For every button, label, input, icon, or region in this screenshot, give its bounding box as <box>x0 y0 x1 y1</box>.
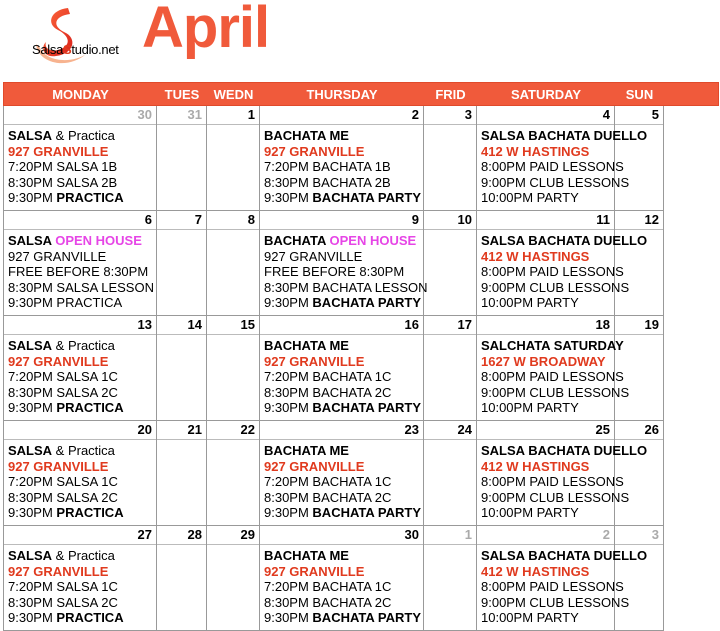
day-cell-tuesday[interactable] <box>157 106 207 211</box>
date-number: 1 <box>207 106 259 125</box>
event-line: 8:30PM SALSA 2B <box>8 174 118 190</box>
day-cell-wednesday[interactable] <box>207 421 260 526</box>
event-title: SALSA & Practica <box>8 548 115 563</box>
salsastudio-logo[interactable] <box>28 4 138 70</box>
date-number: 18 <box>477 316 614 335</box>
date-number: 10 <box>424 211 476 230</box>
event-line: 9:30PM BACHATA PARTY <box>264 295 421 311</box>
day-cell-wednesday[interactable] <box>207 526 260 631</box>
event-line: 10:00PM PARTY <box>481 295 579 311</box>
event-title: BACHATA ME <box>264 548 349 563</box>
date-number: 30 <box>4 106 156 125</box>
date-number: 28 <box>157 526 206 545</box>
day-cell-saturday[interactable] <box>477 526 648 631</box>
date-number: 16 <box>260 316 423 335</box>
day-cell-sunday[interactable] <box>615 106 664 211</box>
event-line: 9:00PM CLUB LESSONS <box>481 279 630 295</box>
date-number: 19 <box>615 316 663 335</box>
event-title: SALSA BACHATA DUELLO <box>481 128 648 143</box>
date-number: 31 <box>157 106 206 125</box>
event-title: SALSA OPEN HOUSE <box>8 233 142 248</box>
event-address: 1627 W BROADWAY <box>481 353 606 369</box>
event-line: 8:30PM BACHATA 2B <box>264 174 391 190</box>
event-line: 9:30PM PRACTICA <box>8 190 124 206</box>
date-number: 8 <box>207 211 259 230</box>
event-line: 10:00PM PARTY <box>481 400 579 416</box>
day-cell-monday[interactable] <box>4 211 157 316</box>
day-cell-tuesday[interactable] <box>157 421 207 526</box>
event-address: 927 GRANVILLE <box>264 458 365 474</box>
event-line: 8:00PM PAID LESSONS <box>481 579 624 595</box>
day-cell-friday[interactable] <box>424 526 477 631</box>
event-address: 927 GRANVILLE <box>264 143 365 159</box>
event-title: SALSA & Practica <box>8 338 115 353</box>
event-line: 9:30PM BACHATA PARTY <box>264 610 421 626</box>
date-number: 21 <box>157 421 206 440</box>
event-address: 412 W HASTINGS <box>481 458 590 474</box>
month-title: April <box>142 0 270 60</box>
event-line: 9:30PM BACHATA PARTY <box>264 190 421 206</box>
date-number: 12 <box>615 211 663 230</box>
event-line: 8:00PM PAID LESSONS <box>481 474 624 490</box>
event-address: 927 GRANVILLE <box>264 248 363 264</box>
event-address: 412 W HASTINGS <box>481 563 590 579</box>
event-title: BACHATA ME <box>264 443 349 458</box>
date-number: 30 <box>260 526 423 545</box>
event-line: 8:30PM BACHATA 2C <box>264 384 392 400</box>
event-line: 9:30PM PRACTICA <box>8 295 123 311</box>
day-cell-monday[interactable] <box>4 421 157 526</box>
day-cell-thursday[interactable] <box>260 316 424 421</box>
event-line: 8:30PM SALSA 2C <box>8 384 118 400</box>
event-line: 9:30PM BACHATA PARTY <box>264 505 421 521</box>
date-number: 6 <box>4 211 156 230</box>
event-address: 927 GRANVILLE <box>8 143 109 159</box>
date-number: 29 <box>207 526 259 545</box>
date-number: 26 <box>615 421 663 440</box>
day-cell-thursday[interactable] <box>260 211 428 316</box>
event-title: SALCHATA SATURDAY <box>481 338 624 353</box>
calendar <box>3 82 719 631</box>
event-line: 9:30PM BACHATA PARTY <box>264 400 421 416</box>
event-line: 8:00PM PAID LESSONS <box>481 159 624 175</box>
date-number: 7 <box>157 211 206 230</box>
day-cell-monday[interactable] <box>4 106 157 211</box>
day-cell-sunday[interactable] <box>615 316 664 421</box>
weekday-sunday: SUN <box>625 87 654 102</box>
date-number: 2 <box>260 106 423 125</box>
event-line: 8:00PM PAID LESSONS <box>481 369 624 385</box>
date-number: 22 <box>207 421 259 440</box>
date-number: 17 <box>424 316 476 335</box>
date-number: 25 <box>477 421 614 440</box>
event-line: 7:20PM SALSA 1C <box>8 474 118 490</box>
date-number: 23 <box>260 421 423 440</box>
date-number: 2 <box>477 526 614 545</box>
day-cell-friday[interactable] <box>424 211 477 316</box>
event-line: 7:20PM BACHATA 1C <box>264 369 392 385</box>
event-title: SALSA BACHATA DUELLO <box>481 548 648 563</box>
date-number: 27 <box>4 526 156 545</box>
event-line: 8:30PM SALSA 2C <box>8 594 118 610</box>
day-cell-monday[interactable] <box>4 526 157 631</box>
event-line: 7:20PM BACHATA 1B <box>264 159 391 175</box>
event-line: 9:30PM PRACTICA <box>8 610 124 626</box>
weekday-wednesday: WEDN <box>213 87 254 102</box>
event-line: 7:20PM BACHATA 1C <box>264 474 392 490</box>
event-title: BACHATA OPEN HOUSE <box>264 233 417 248</box>
week-row <box>3 421 719 526</box>
event-line: 8:30PM BACHATA 2C <box>264 489 392 505</box>
weekday-thursday: THURSDAY <box>306 87 378 102</box>
event-address: 412 W HASTINGS <box>481 143 590 159</box>
weekday-friday: FRID <box>435 87 466 102</box>
day-cell-friday[interactable] <box>424 106 477 211</box>
event-line: 9:30PM PRACTICA <box>8 505 124 521</box>
event-line: 10:00PM PARTY <box>481 610 579 626</box>
event-line: 7:20PM BACHATA 1C <box>264 579 392 595</box>
date-number: 13 <box>4 316 156 335</box>
event-line: 10:00PM PARTY <box>481 505 579 521</box>
day-cell-thursday[interactable] <box>260 526 424 631</box>
date-number: 15 <box>207 316 259 335</box>
week-row <box>3 526 719 631</box>
day-cell-wednesday[interactable] <box>207 316 260 421</box>
logo-text: SalsaStudio.net <box>32 42 119 57</box>
day-cell-sunday[interactable] <box>615 421 664 526</box>
day-cell-tuesday[interactable] <box>157 211 207 316</box>
week-row <box>3 316 719 421</box>
date-number: 3 <box>424 106 476 125</box>
event-address: 412 W HASTINGS <box>481 248 590 264</box>
date-number: 3 <box>615 526 663 545</box>
event-title: SALSA BACHATA DUELLO <box>481 233 648 248</box>
date-number: 11 <box>477 211 614 230</box>
event-line: 9:00PM CLUB LESSONS <box>481 174 630 190</box>
date-number: 9 <box>260 211 423 230</box>
event-line: 7:20PM SALSA 1C <box>8 369 118 385</box>
event-line: FREE BEFORE 8:30PM <box>8 264 149 280</box>
event-line: 9:30PM PRACTICA <box>8 400 124 416</box>
event-title: BACHATA ME <box>264 128 349 143</box>
day-cell-monday[interactable] <box>4 316 157 421</box>
event-line: 8:30PM SALSA LESSON <box>8 279 154 295</box>
day-cell-friday[interactable] <box>424 421 477 526</box>
day-cell-sunday[interactable] <box>615 211 664 316</box>
weekday-monday: MONDAY <box>52 87 109 102</box>
day-cell-tuesday[interactable] <box>157 526 207 631</box>
day-cell-tuesday[interactable] <box>157 316 207 421</box>
week-row <box>3 211 719 316</box>
weekday-tuesday: TUES <box>164 87 200 102</box>
event-title: BACHATA ME <box>264 338 349 353</box>
event-line: 10:00PM PARTY <box>481 190 579 206</box>
date-number: 5 <box>615 106 663 125</box>
day-cell-sunday[interactable] <box>615 526 664 631</box>
date-number: 24 <box>424 421 476 440</box>
date-number: 4 <box>477 106 614 125</box>
event-address: 927 GRANVILLE <box>264 353 365 369</box>
date-number: 14 <box>157 316 206 335</box>
event-address: 927 GRANVILLE <box>8 458 109 474</box>
day-cell-saturday[interactable] <box>477 211 648 316</box>
event-line: 7:20PM SALSA 1C <box>8 579 118 595</box>
week-row <box>3 106 719 211</box>
event-line: 8:00PM PAID LESSONS <box>481 264 624 280</box>
day-cell-wednesday[interactable] <box>207 211 260 316</box>
event-line: 9:00PM CLUB LESSONS <box>481 489 630 505</box>
event-line: 8:30PM BACHATA 2C <box>264 594 392 610</box>
event-line: FREE BEFORE 8:30PM <box>264 264 405 280</box>
day-cell-thursday[interactable] <box>260 421 424 526</box>
day-cell-saturday[interactable] <box>477 106 648 211</box>
event-title: SALSA BACHATA DUELLO <box>481 443 648 458</box>
date-number: 20 <box>4 421 156 440</box>
event-title: SALSA & Practica <box>8 128 115 143</box>
event-title: SALSA & Practica <box>8 443 115 458</box>
day-cell-saturday[interactable] <box>477 421 648 526</box>
event-address: 927 GRANVILLE <box>8 563 109 579</box>
date-number: 1 <box>424 526 476 545</box>
day-cell-saturday[interactable] <box>477 316 630 421</box>
event-line: 7:20PM SALSA 1B <box>8 159 118 175</box>
event-address: 927 GRANVILLE <box>264 563 365 579</box>
day-cell-thursday[interactable] <box>260 106 424 211</box>
event-line: 9:00PM CLUB LESSONS <box>481 384 630 400</box>
event-address: 927 GRANVILLE <box>8 248 107 264</box>
day-cell-wednesday[interactable] <box>207 106 260 211</box>
event-line: 8:30PM SALSA 2C <box>8 489 118 505</box>
event-line: 8:30PM BACHATA LESSON <box>264 279 428 295</box>
weekday-saturday: SATURDAY <box>510 87 582 102</box>
swirl-s-logo-icon <box>28 4 98 70</box>
event-address: 927 GRANVILLE <box>8 353 109 369</box>
weekday-header-row <box>3 82 719 106</box>
day-cell-friday[interactable] <box>424 316 477 421</box>
event-line: 9:00PM CLUB LESSONS <box>481 594 630 610</box>
